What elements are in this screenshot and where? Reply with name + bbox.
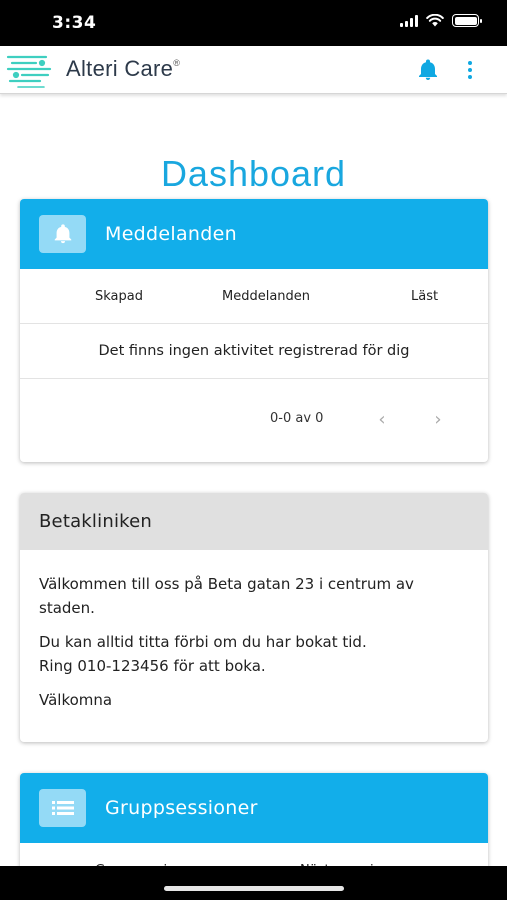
clinic-closing-text: Välkomna [39,691,113,709]
signal-icon [400,15,418,27]
clinic-card [20,493,488,742]
status-bar [0,0,507,46]
bell-icon [39,215,86,253]
list-icon [39,789,86,827]
logo-icon [6,52,54,88]
pagination-range: 0-0 av 0 [270,411,324,426]
home-indicator[interactable] [164,886,344,891]
messages-card-header [20,199,488,269]
clinic-welcome-text: Välkommen till oss på Beta gatan 23 i centrum av staden. [39,575,414,617]
battery-icon [452,14,479,27]
clinic-card-body [20,550,488,712]
more-vert-icon[interactable] [460,58,480,82]
wifi-icon [426,14,444,27]
pagination [20,379,488,461]
group-sessions-title: Gruppsessioner [105,797,258,819]
messages-card [20,199,488,462]
clinic-card-title: Betakliniken [20,493,488,550]
chevron-left-icon[interactable]: ‹ [378,408,386,430]
brand-name: Alteri Care® [66,56,181,81]
column-header-messages[interactable]: Meddelanden [222,289,311,304]
app-bar [0,46,507,94]
chevron-right-icon[interactable]: › [434,408,442,430]
clinic-phone-text: Ring 010-123456 för att boka. [39,657,266,675]
messages-table-header [20,269,488,324]
status-time: 3:34 [52,13,97,33]
messages-card-title: Meddelanden [105,223,237,245]
bell-icon[interactable] [416,58,440,82]
page-title: Dashboard [160,153,347,194]
status-icons [400,14,479,27]
group-sessions-header [20,773,488,843]
empty-state-text: Det finns ingen aktivitet registrerad för dig [20,324,488,379]
home-indicator-area [0,866,507,900]
column-header-read[interactable]: Läst [411,289,439,304]
clinic-visit-text: Du kan alltid titta förbi om du har bokat tid. [39,633,367,651]
column-header-created[interactable]: Skapad [95,289,143,304]
